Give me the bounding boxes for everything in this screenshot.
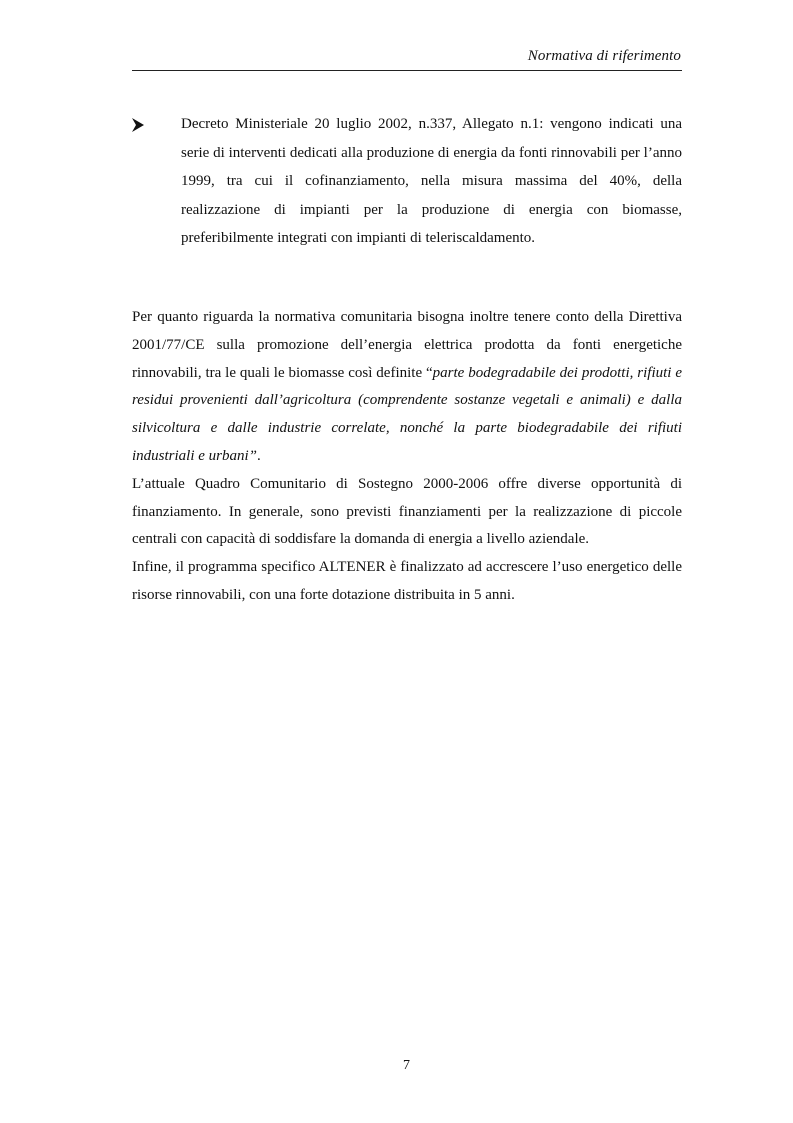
paragraph-altener: Infine, il programma specifico ALTENER è finalizzato ad accrescere l’uso energetico delle risorse rinnovabili, con una forte dotazione distribuita in 5 anni.	[132, 559, 682, 603]
paragraph-directive-text: Per quanto riguarda la normativa comunitaria bisogna inoltre tenere conto della Direttiva 2001/77/CE sulla promozione dell’energia elettrica prodotta da fonti energetiche rinnovabili, tra le quali le biomasse così definite “	[132, 309, 682, 381]
header-rule	[132, 70, 682, 71]
bullet-list-item	[132, 110, 682, 253]
arrowhead-bullet-icon	[132, 118, 144, 132]
paragraph-directive	[132, 304, 682, 471]
biomass-definition-quote: parte bodegradabile dei prodotti, rifiuti e residui provenienti dall’agricoltura (comprendente sostanze vegetali e animali) e dalla silvicoltura e dalle industrie correlate, nonché la parte biodegradabile dei rifiuti industriali e urbani”	[132, 364, 682, 464]
body-text	[132, 304, 682, 610]
paragraph-quadro-comunitario: L’attuale Quadro Comunitario di Sostegno 2000-2006 offre diverse opportunità di finanziamento. In generale, sono previsti finanziamenti per la realizzazione di piccole centrali con capacità di soddisfare la domanda di energia a livello aziendale.	[132, 475, 682, 548]
page-number: 7	[403, 1058, 410, 1073]
bullet-text: Decreto Ministeriale 20 luglio 2002, n.337, Allegato n.1: vengono indicati una serie di interventi dedicati alla produzione di energia da fonti rinnovabili per l’anno 1999, tra cui il cofinanziamento, nella misura massima del 40%, della realizzazione di impianti per la produzione di energia con biomasse, preferibilmente integrati con impianti di teleriscaldamento.	[181, 116, 682, 246]
paragraph-directive-end: .	[257, 447, 261, 464]
running-header-title: Normativa di riferimento	[527, 48, 681, 64]
